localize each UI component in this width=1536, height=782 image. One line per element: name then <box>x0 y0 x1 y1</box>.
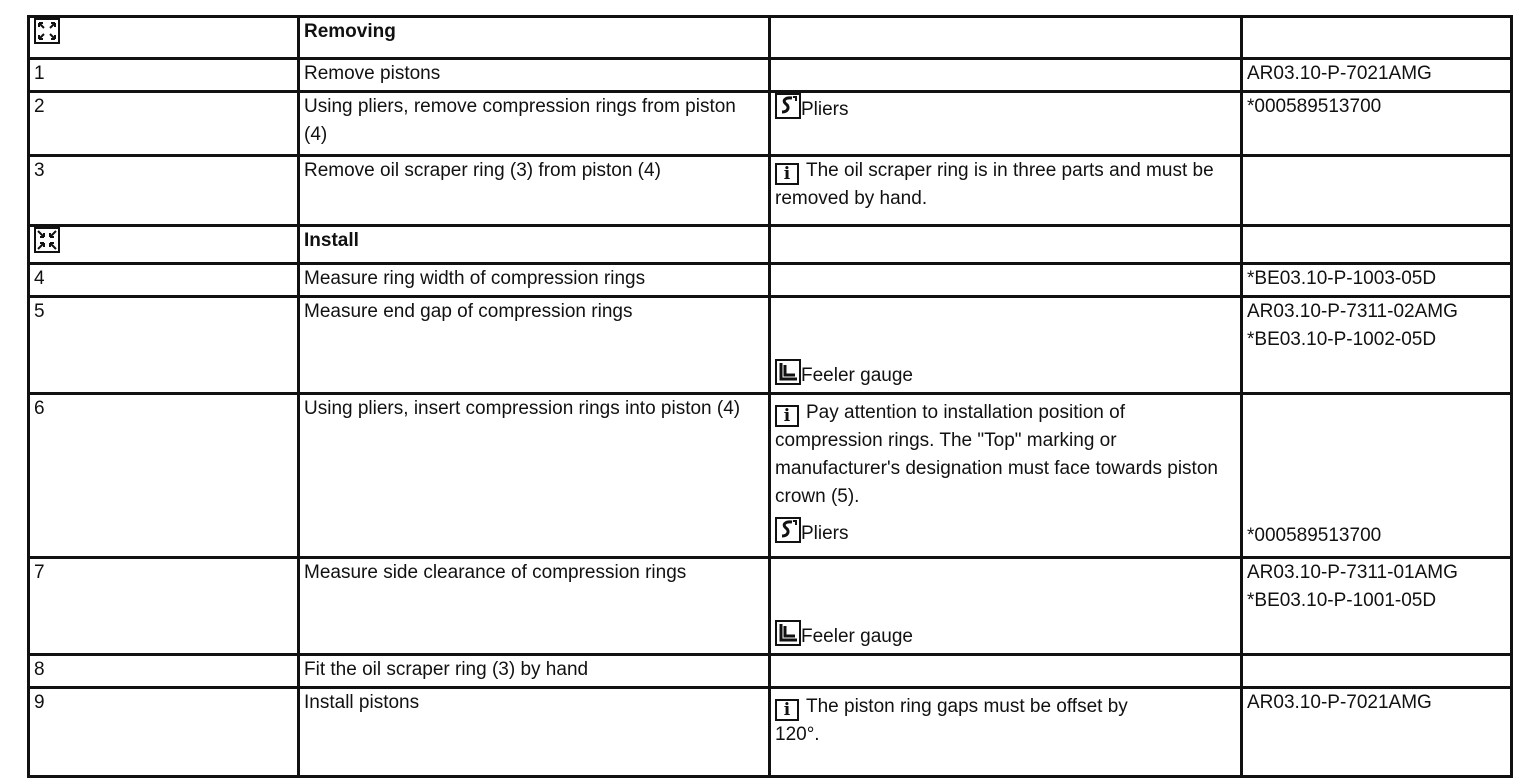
step-number: 2 <box>29 92 299 156</box>
info-icon: i <box>775 405 799 427</box>
step-number: 1 <box>29 59 299 92</box>
install-arrows-icon-cell <box>29 226 299 264</box>
step-text: Remove oil scraper ring (3) from piston (4) <box>299 156 770 226</box>
procedure-table <box>27 15 1513 778</box>
step-text: Using pliers, insert compression rings into piston (4) <box>299 394 770 558</box>
info-icon: i <box>775 163 799 185</box>
step-tool <box>770 297 1242 394</box>
step-note <box>770 394 1242 558</box>
reference-line: AR03.10-P-7311-01AMG <box>1247 562 1458 583</box>
install-arrows-icon <box>34 227 60 253</box>
step-text: Measure side clearance of compression rings <box>299 558 770 655</box>
step-note <box>770 156 1242 226</box>
pliers-icon <box>775 517 801 543</box>
step-number: 6 <box>29 394 299 558</box>
table-row <box>29 688 1512 777</box>
table-row <box>29 92 1512 156</box>
remove-arrows-icon <box>34 18 60 44</box>
reference-line: *000589513700 <box>1247 525 1382 546</box>
pliers-icon <box>775 93 801 119</box>
section-title-removing: Removing <box>299 17 770 59</box>
step-number: 5 <box>29 297 299 394</box>
step-number: 7 <box>29 558 299 655</box>
step-number: 9 <box>29 688 299 777</box>
step-reference <box>1242 297 1512 394</box>
note-text: The piston ring gaps must be offset by 120°. <box>775 696 1128 745</box>
step-reference <box>1242 394 1512 558</box>
reference-line: *BE03.10-P-1001-05D <box>1247 590 1437 611</box>
step-number: 3 <box>29 156 299 226</box>
table-row <box>29 297 1512 394</box>
step-reference: *000589513700 <box>1242 92 1512 156</box>
table-row <box>29 156 1512 226</box>
table-row <box>29 655 1512 688</box>
info-icon: i <box>775 699 799 721</box>
step-reference: AR03.10-P-7021AMG <box>1242 59 1512 92</box>
step-text: Using pliers, remove compression rings from piston (4) <box>299 92 770 156</box>
remove-arrows-icon-cell <box>29 17 299 59</box>
section-row-install <box>29 226 1512 264</box>
step-text: Install pistons <box>299 688 770 777</box>
step-note <box>770 688 1242 777</box>
step-number: 4 <box>29 264 299 297</box>
tool-label: Feeler gauge <box>801 626 913 647</box>
step-reference <box>1242 558 1512 655</box>
step-number: 8 <box>29 655 299 688</box>
feeler-gauge-icon <box>775 620 801 646</box>
table-row <box>29 394 1512 558</box>
table-row <box>29 59 1512 92</box>
section-title-install: Install <box>299 226 770 264</box>
table-row <box>29 264 1512 297</box>
step-text: Remove pistons <box>299 59 770 92</box>
tool-label: Pliers <box>801 523 849 544</box>
tool-label: Feeler gauge <box>801 365 913 386</box>
step-tool <box>770 92 1242 156</box>
step-reference: AR03.10-P-7021AMG <box>1242 688 1512 777</box>
step-text: Measure ring width of compression rings <box>299 264 770 297</box>
note-text: The oil scraper ring is in three parts and must be removed by hand. <box>775 160 1214 209</box>
step-text: Fit the oil scraper ring (3) by hand <box>299 655 770 688</box>
step-reference: *BE03.10-P-1003-05D <box>1242 264 1512 297</box>
table-row <box>29 558 1512 655</box>
step-tool <box>770 558 1242 655</box>
section-row-removing <box>29 17 1512 59</box>
tool-label: Pliers <box>801 99 849 120</box>
reference-line: AR03.10-P-7311-02AMG <box>1247 301 1458 322</box>
note-text: Pay attention to installation position of compression rings. The "Top" marking or manufacturer's designation must face towards piston crown (5). <box>775 402 1218 507</box>
feeler-gauge-icon <box>775 359 801 385</box>
step-text: Measure end gap of compression rings <box>299 297 770 394</box>
reference-line: *BE03.10-P-1002-05D <box>1247 329 1437 350</box>
